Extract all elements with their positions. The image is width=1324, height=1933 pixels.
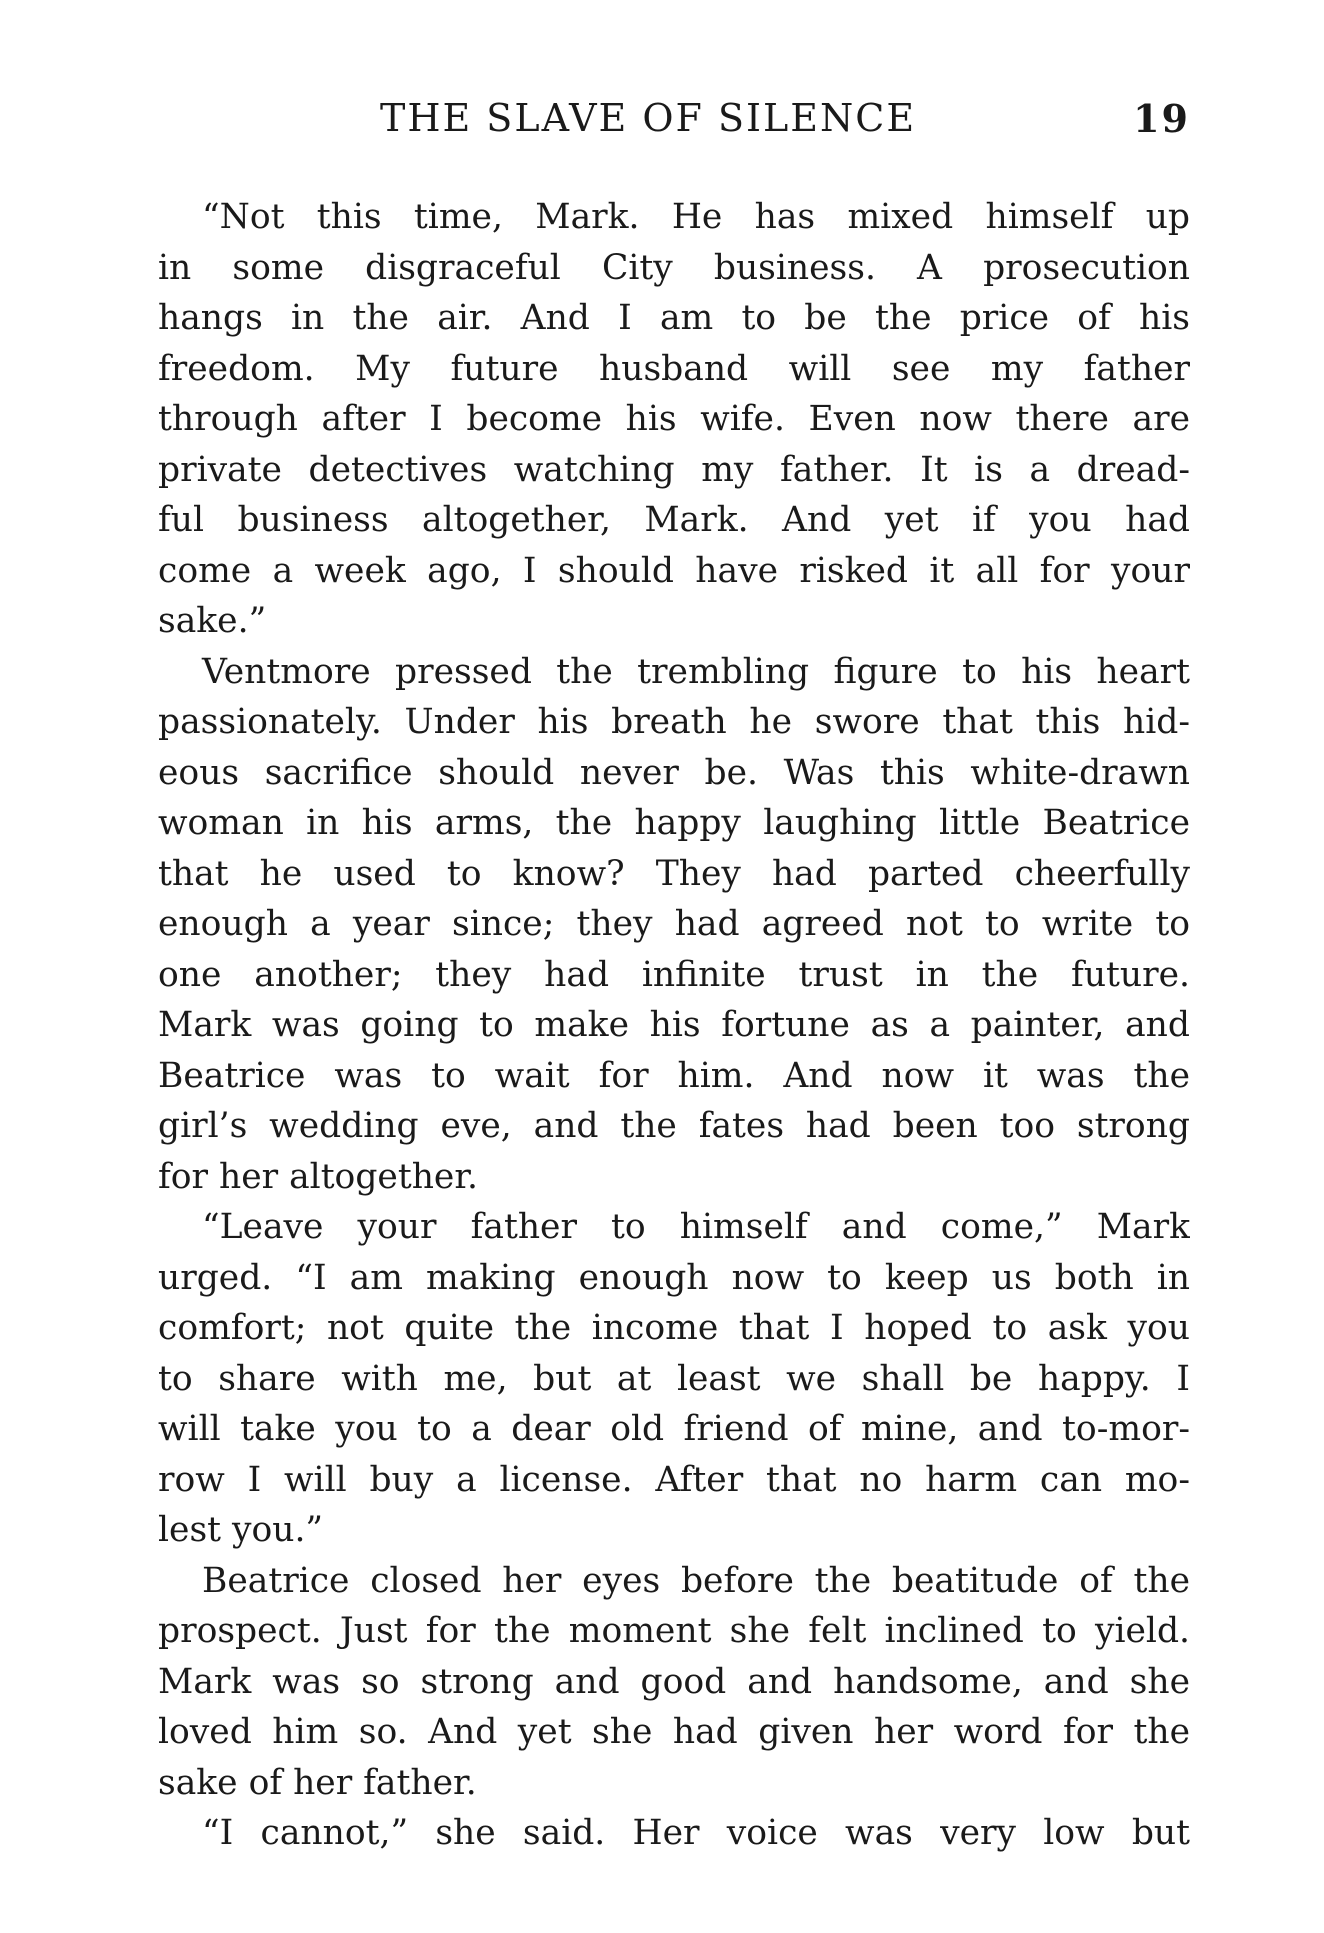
text-line: Ventmore pressed the trembling figure to his heart [202, 651, 1190, 692]
text-line: come a week ago, I should have risked it all for your [158, 550, 1190, 591]
text-line: freedom. My future husband will see my father [158, 348, 1190, 389]
text-line: prospect. Just for the moment she felt inclined to yield. [158, 1611, 1190, 1651]
text-line: for her altogether. [158, 1156, 479, 1197]
text-line: “Not this time, Mark. He has mixed himself up [202, 197, 1190, 237]
text-line: girl’s wedding eve, and the fates had been too strong [158, 1106, 1190, 1146]
text-line: “I cannot,” she said. Her voice was very low but [202, 1813, 1190, 1853]
text-line: comfort; not quite the income that I hoped to ask you [158, 1308, 1190, 1348]
body-text [158, 192, 1190, 1859]
text-line: Mark was going to make his fortune as a painter, and [158, 1005, 1190, 1045]
text-line: will take you to a dear old friend of mine, and to-mor- [158, 1409, 1190, 1449]
text-line: Mark was so strong and good and handsome, and she [158, 1661, 1190, 1702]
text-line: row I will buy a license. After that no harm can mo- [158, 1459, 1190, 1500]
text-line: one another; they had infinite trust in the future. [158, 954, 1190, 995]
text-line: Beatrice closed her eyes before the beatitude of the [202, 1560, 1190, 1601]
text-line: to share with me, but at least we shall be happy. I [158, 1358, 1190, 1399]
text-line: urged. “I am making enough now to keep us both in [158, 1257, 1190, 1298]
running-head [380, 96, 1190, 144]
text-line: woman in his arms, the happy laughing little Beatrice [158, 803, 1190, 843]
text-line: in some disgraceful City business. A prosecution [158, 247, 1190, 288]
running-title: THE SLAVE OF SILENCE [380, 96, 917, 140]
text-line: hangs in the air. And I am to be the price of his [158, 298, 1190, 338]
text-line: private detectives watching my father. It is a dread- [158, 449, 1190, 490]
text-line: Beatrice was to wait for him. And now it was the [158, 1055, 1190, 1096]
text-line: sake.” [158, 601, 267, 641]
text-line: that he used to know? They had parted cheerfully [158, 853, 1190, 894]
page-number: 19 [1133, 96, 1190, 141]
text-line: through after I become his wife. Even now there are [158, 399, 1190, 439]
text-line: eous sacrifice should never be. Was this white-drawn [158, 752, 1190, 793]
text-line: loved him so. And yet she had given her word for the [158, 1712, 1190, 1752]
text-line: enough a year since; they had agreed not to write to [158, 904, 1190, 944]
text-line: passionately. Under his breath he swore that this hid- [158, 702, 1190, 742]
text-line: “Leave your father to himself and come,” Mark [202, 1207, 1190, 1247]
text-line: sake of her father. [158, 1762, 477, 1803]
text-line: ful business altogether, Mark. And yet if you had [158, 500, 1190, 540]
text-line: lest you.” [158, 1510, 324, 1550]
